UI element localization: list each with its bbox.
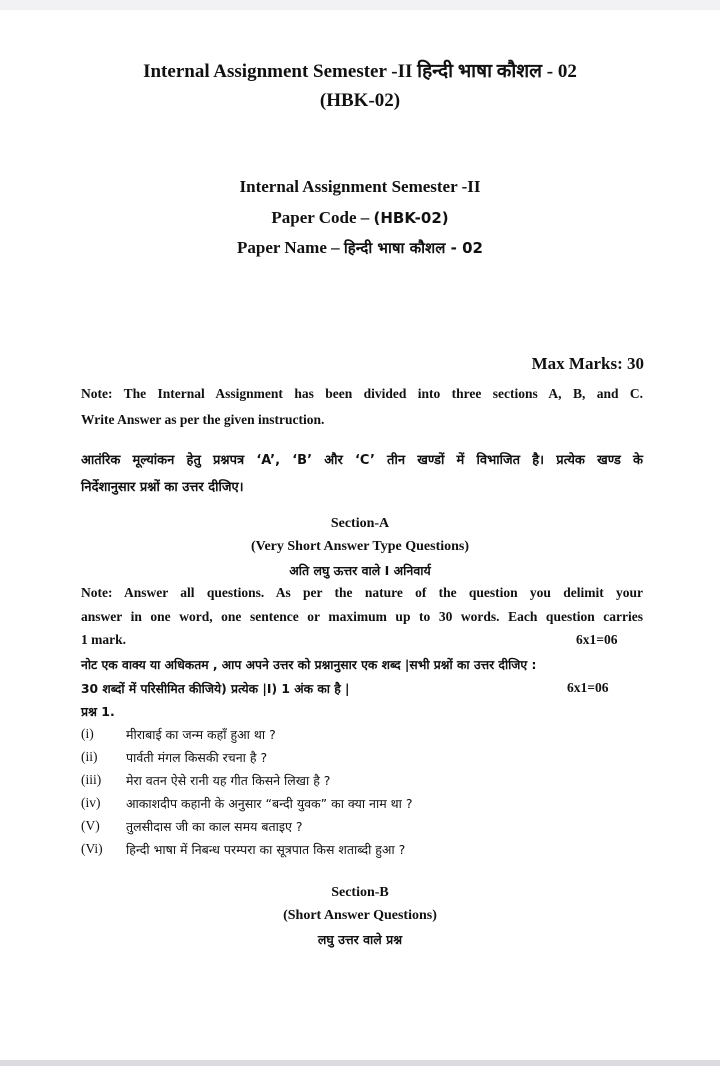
paper-name-line xyxy=(0,238,720,258)
bottom-margin xyxy=(0,1060,720,1066)
paper-name-value: हिन्दी भाषा कौशल - 02 xyxy=(343,239,483,257)
top-margin xyxy=(0,0,720,10)
document-title: Internal Assignment Semester -II हिन्दी भाषा कौशल - 02 xyxy=(143,61,577,82)
paper-code-line xyxy=(0,208,720,228)
section-a-marks-hi: 6x1=06 xyxy=(567,680,609,695)
max-marks: Max Marks: 30 xyxy=(531,354,644,373)
section-b-subtitle: (Short Answer Questions) xyxy=(283,908,437,923)
question-text: मेरा वतन ऐसे रानी यह गीत किसने लिखा है ? xyxy=(126,773,331,788)
section-a-marks: 6x1=06 xyxy=(576,632,618,647)
paper-code-value: (HBK-02) xyxy=(373,209,449,227)
section-a-note-line1: Note: Answer all questions. As per the nature of the question you delimit your xyxy=(81,585,643,600)
section-a-title: Section-A xyxy=(330,516,390,531)
question-text: पार्वती मंगल किसकी रचना है ? xyxy=(126,750,268,765)
note-hi-line2: निर्देशानुसार प्रश्नों का उत्तर दीजिए। xyxy=(81,480,244,495)
question-text: तुलसीदास जी का काल समय बताइए ? xyxy=(126,819,303,834)
section-b-subtitle-hi: लघु उत्तर वाले प्रश्न xyxy=(317,932,403,947)
document-code: (HBK-02) xyxy=(319,90,401,111)
question-number: (ii) xyxy=(81,749,98,764)
section-a-note-line3: 1 mark. xyxy=(81,632,126,647)
note-en-line1: Note: The Internal Assignment has been divided into three sections A, B, and C. xyxy=(81,386,643,401)
section-a-subtitle-hi: अति लघु ऊत्तर वाले I अनिवार्य xyxy=(289,563,431,578)
section-a-note-hi-line2: 30 शब्दों में परिसीमित कीजिये) प्रत्येक |I) 1 अंक का है | xyxy=(81,682,350,696)
section-b-title: Section-B xyxy=(331,885,389,900)
question-number: (iv) xyxy=(81,795,101,810)
question-label: प्रश्न 1. xyxy=(81,704,115,719)
question-text: मीराबाई का जन्म कहाँ हुआ था ? xyxy=(126,727,276,742)
question-number: (i) xyxy=(81,726,94,741)
section-a-subtitle: (Very Short Answer Type Questions) xyxy=(250,539,470,554)
section-a-note-hi-line1: नोट एक वाक्य या अधिकतम , आप अपने उत्तर को प्रश्नानुसार एक शब्द |सभी प्रश्नों का उत्तर दीजिए : xyxy=(81,658,537,672)
document-page xyxy=(0,10,720,1060)
question-number: (V) xyxy=(81,818,100,833)
paper-name-label: Paper Name – xyxy=(237,238,340,257)
note-en-line2: Write Answer as per the given instruction. xyxy=(81,412,325,427)
assignment-heading: Internal Assignment Semester -II xyxy=(239,177,481,196)
question-text: आकाशदीप कहानी के अनुसार “बन्दी युवक” का क्या नाम था ? xyxy=(126,796,413,811)
question-number: (Vi) xyxy=(81,841,103,856)
question-text: हिन्दी भाषा में निबन्ध परम्परा का सूत्रपात किस शताब्दी हुआ ? xyxy=(126,842,406,857)
note-hi-line1: आतंरिक मूल्यांकन हेतु प्रश्नपत्र ‘A’, ‘B’ और ‘C’ तीन खण्डों में विभाजित है। प्रत्येक खण्ड के xyxy=(81,453,643,468)
question-number: (iii) xyxy=(81,772,102,787)
paper-code-label: Paper Code – xyxy=(271,208,370,227)
section-a-note-line2: answer in one word, one sentence or maximum up to 30 words. Each question carries xyxy=(81,609,643,624)
